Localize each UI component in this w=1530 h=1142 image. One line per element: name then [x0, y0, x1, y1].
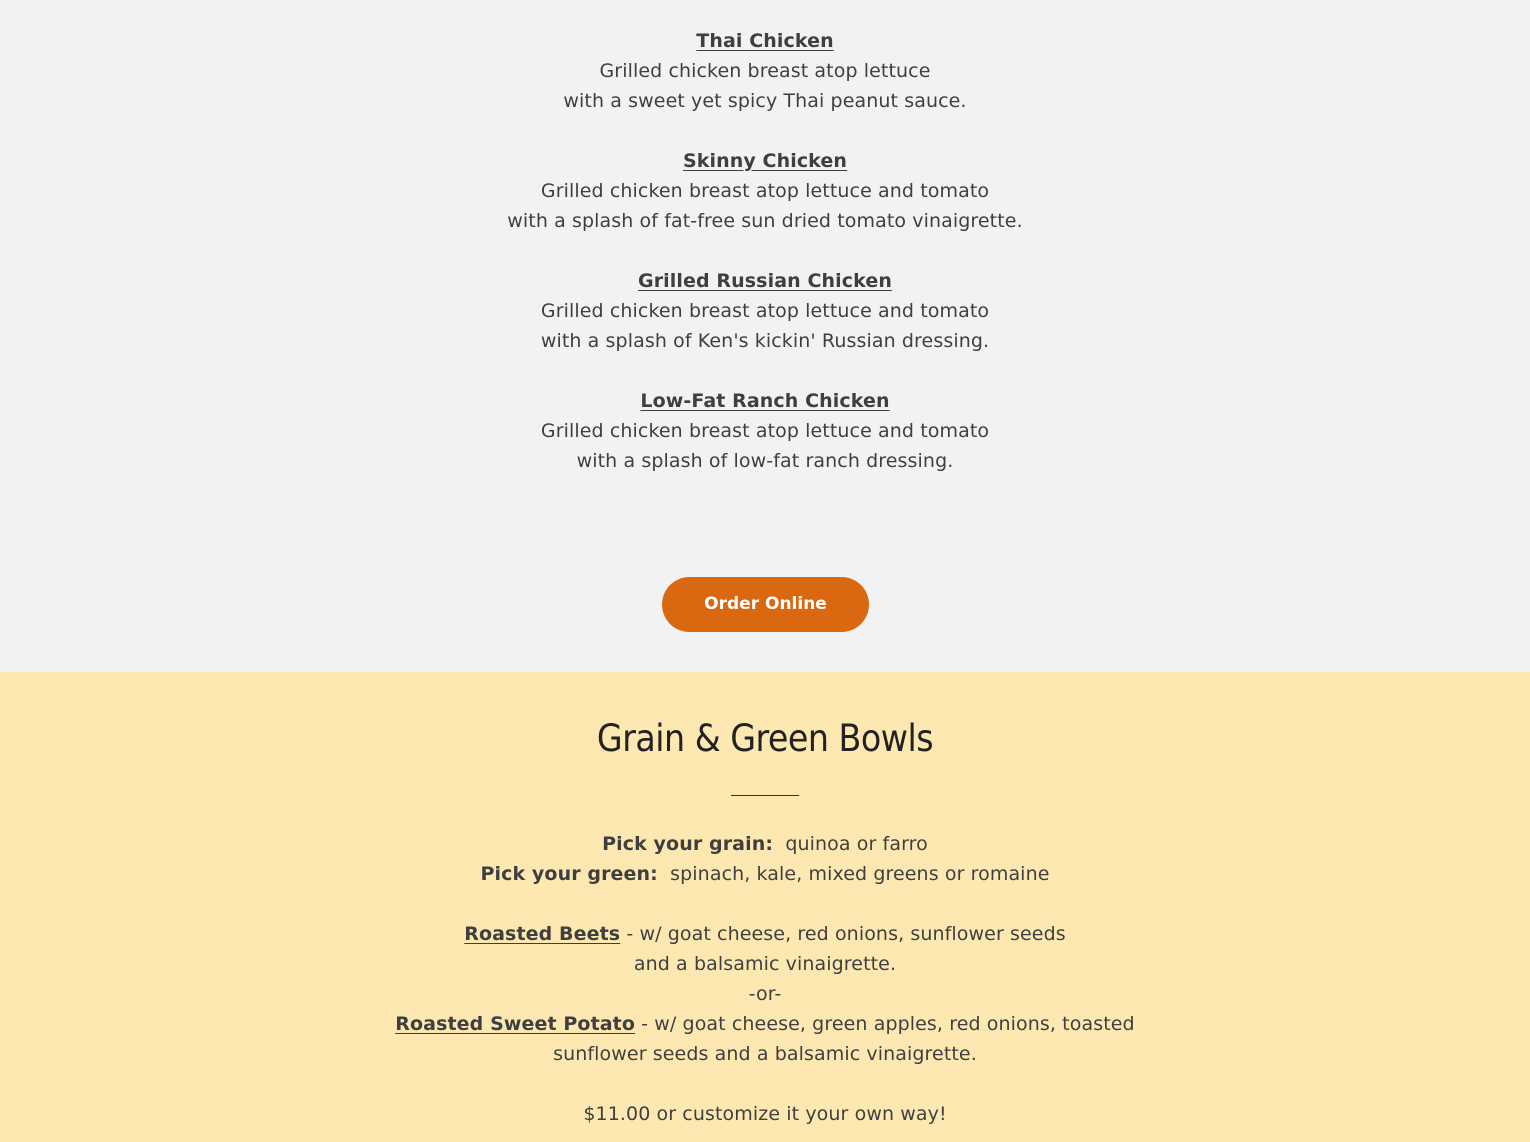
- roasted-beets-name: Roasted Beets: [464, 923, 621, 945]
- roasted-beets-line: [0, 919, 1530, 949]
- salad-description: Grilled chicken breast atop lettuce and tomato: [540, 420, 990, 442]
- salad-title-thai-chicken: [0, 26, 1530, 56]
- roasted-sweet-potato-line: [0, 1009, 1530, 1039]
- pick-green-value: spinach, kale, mixed greens or romaine: [670, 863, 1050, 885]
- salad-name: Low-Fat Ranch Chicken: [640, 390, 890, 412]
- salad-title-skinny-chicken: [0, 146, 1530, 176]
- bowl-price: $11.00 or customize it your own way!: [583, 1103, 947, 1125]
- pick-grain-line: [0, 829, 1530, 859]
- salad-name: Thai Chicken: [696, 30, 834, 52]
- or-separator: -or-: [748, 983, 782, 1005]
- grain-green-bowls-section: [0, 672, 1530, 1142]
- roasted-sweet-potato-description-continued: sunflower seeds and a balsamic vinaigrette.: [553, 1043, 977, 1065]
- salad-name: Skinny Chicken: [682, 150, 848, 172]
- roasted-beets-description: - w/ goat cheese, red onions, sunflower seeds: [620, 923, 1066, 945]
- salad-description: with a sweet yet spicy Thai peanut sauce.: [563, 90, 967, 112]
- salad-title-grilled-russian-chicken: [0, 266, 1530, 296]
- salad-name: Grilled Russian Chicken: [638, 270, 892, 292]
- roasted-sweet-potato-name: Roasted Sweet Potato: [395, 1013, 636, 1035]
- pick-green-line: [0, 859, 1530, 889]
- salad-description: Grilled chicken breast atop lettuce: [599, 60, 931, 82]
- salad-description: with a splash of fat-free sun dried tomato vinaigrette.: [507, 210, 1023, 232]
- salad-description: Grilled chicken breast atop lettuce and tomato: [540, 300, 990, 322]
- pick-grain-value: quinoa or farro: [785, 833, 928, 855]
- pick-green-label: Pick your green:: [480, 863, 658, 885]
- salad-description: Grilled chicken breast atop lettuce and tomato: [540, 180, 990, 202]
- salad-title-low-fat-ranch-chicken: [0, 386, 1530, 416]
- title-divider: [731, 795, 799, 796]
- roasted-beets-description-continued: and a balsamic vinaigrette.: [633, 953, 897, 975]
- roasted-sweet-potato-description: - w/ goat cheese, green apples, red onions, toasted: [635, 1013, 1135, 1035]
- salad-description: with a splash of low-fat ranch dressing.: [576, 450, 954, 472]
- salad-description: with a splash of Ken's kickin' Russian dressing.: [540, 330, 990, 352]
- pick-grain-label: Pick your grain:: [602, 833, 774, 855]
- order-online-button[interactable]: Order Online: [662, 577, 869, 632]
- section-title: Grain & Green Bowls: [596, 717, 934, 760]
